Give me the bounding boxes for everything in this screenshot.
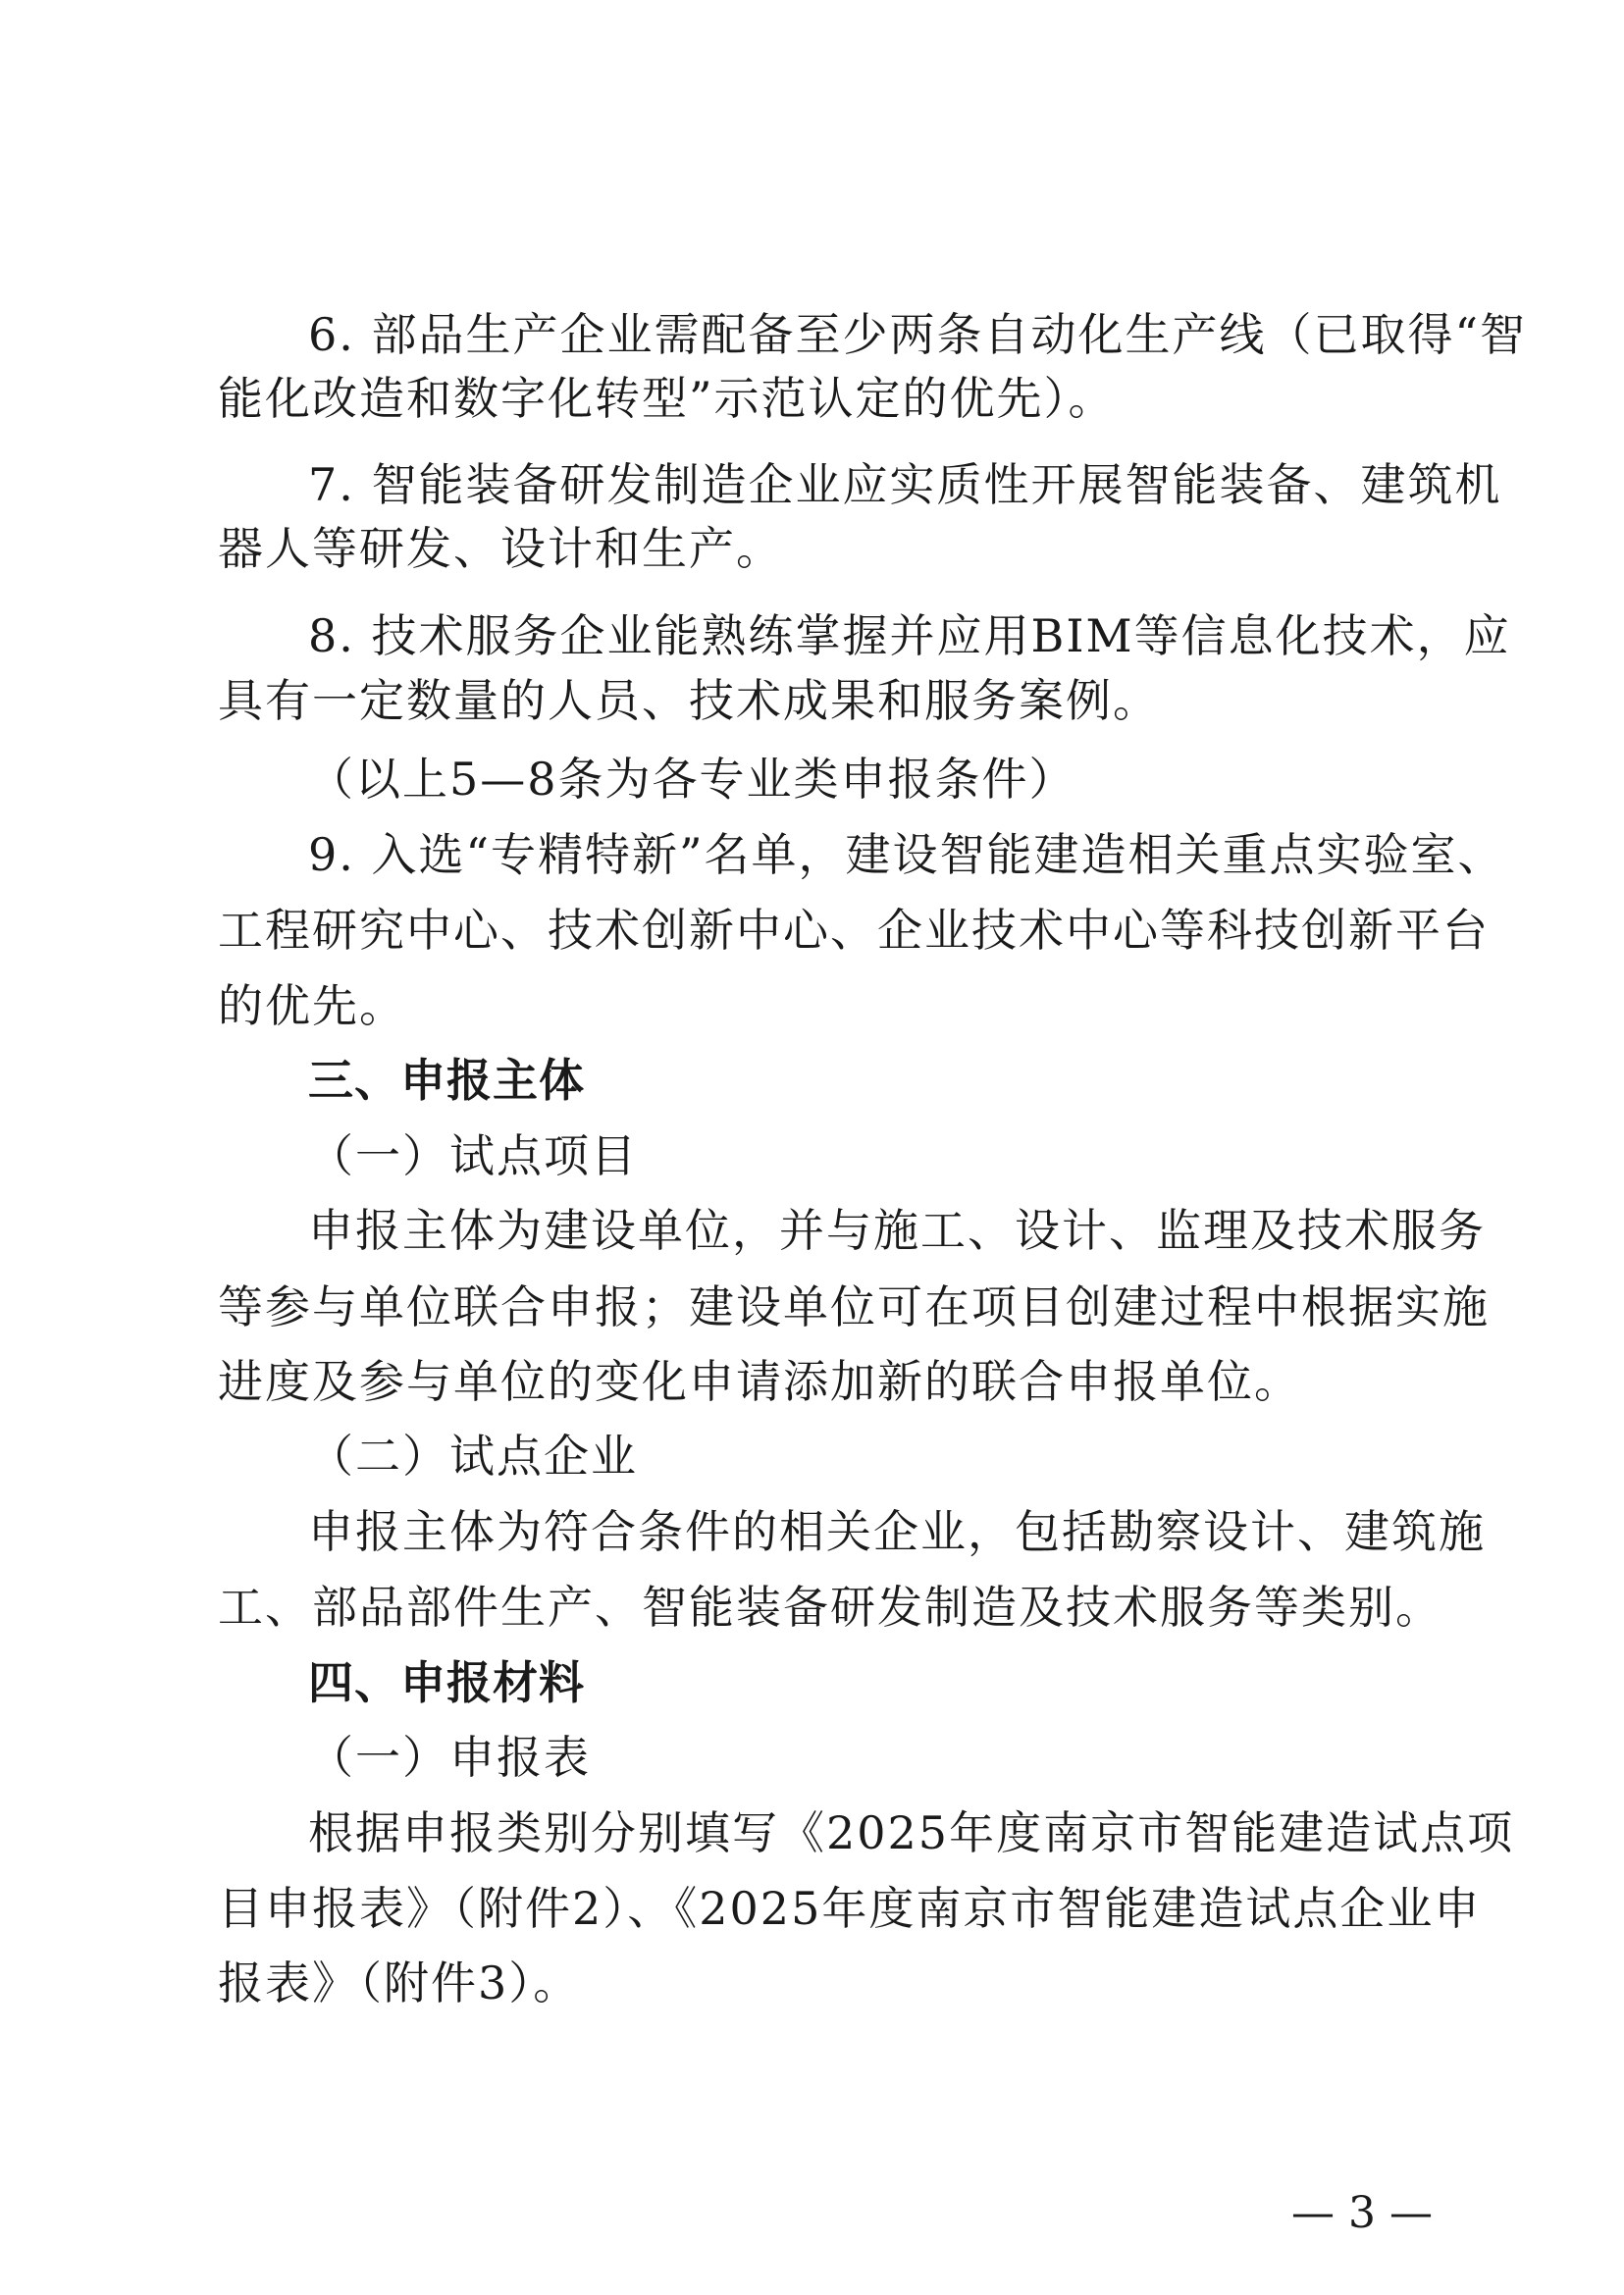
subsection-pilot-projects: （一）试点项目 <box>308 1129 638 1182</box>
item-9-line-2: 工程研究中心、技术创新中心、企业技术中心等科技创新平台 <box>218 904 1490 957</box>
pilot-projects-line-2: 等参与单位联合申报；建设单位可在项目创建过程中根据实施 <box>218 1280 1490 1333</box>
item-8-line-1: 8. 技术服务企业能熟练掌握并应用BIM等信息化技术，应 <box>308 609 1511 662</box>
subsection-pilot-enterprises: （二）试点企业 <box>308 1430 638 1483</box>
item-9-line-3: 的优先。 <box>218 979 406 1032</box>
item-9-line-1: 9. 入选“专精特新”名单，建设智能建造相关重点实验室、 <box>308 828 1505 881</box>
pilot-enterprises-line-1: 申报主体为符合条件的相关企业，包括勘察设计、建筑施 <box>308 1505 1486 1558</box>
item-6-line-1: 6. 部品生产企业需配备至少两条自动化生产线（已取得“智 <box>308 308 1528 361</box>
application-form-line-2: 目申报表》（附件2）、《2025年度南京市智能建造试点企业申 <box>218 1882 1482 1935</box>
subsection-application-form: （一）申报表 <box>308 1731 591 1784</box>
item-7-line-1: 7. 智能装备研发制造企业应实质性开展智能装备、建筑机 <box>308 458 1502 511</box>
page-number: — 3 — <box>1291 2188 1433 2238</box>
section-3-heading: 三、申报主体 <box>308 1054 585 1107</box>
item-7-line-2: 器人等研发、设计和生产。 <box>218 522 783 575</box>
pilot-projects-line-3: 进度及参与单位的变化申请添加新的联合申报单位。 <box>218 1355 1301 1408</box>
section-4-heading: 四、申报材料 <box>308 1656 585 1709</box>
pilot-enterprises-line-2: 工、部品部件生产、智能装备研发制造及技术服务等类别。 <box>218 1581 1442 1634</box>
pilot-projects-line-1: 申报主体为建设单位，并与施工、设计、监理及技术服务 <box>308 1204 1486 1257</box>
item-6-line-2: 能化改造和数字化转型”示范认定的优先）。 <box>218 372 1116 425</box>
item-8-line-2: 具有一定数量的人员、技术成果和服务案例。 <box>218 674 1160 727</box>
conditions-note: （以上5—8条为各专业类申报条件） <box>308 753 1076 806</box>
application-form-line-1: 根据申报类别分别填写《2025年度南京市智能建造试点项 <box>308 1806 1515 1859</box>
application-form-line-3: 报表》（附件3）。 <box>218 1956 581 2009</box>
